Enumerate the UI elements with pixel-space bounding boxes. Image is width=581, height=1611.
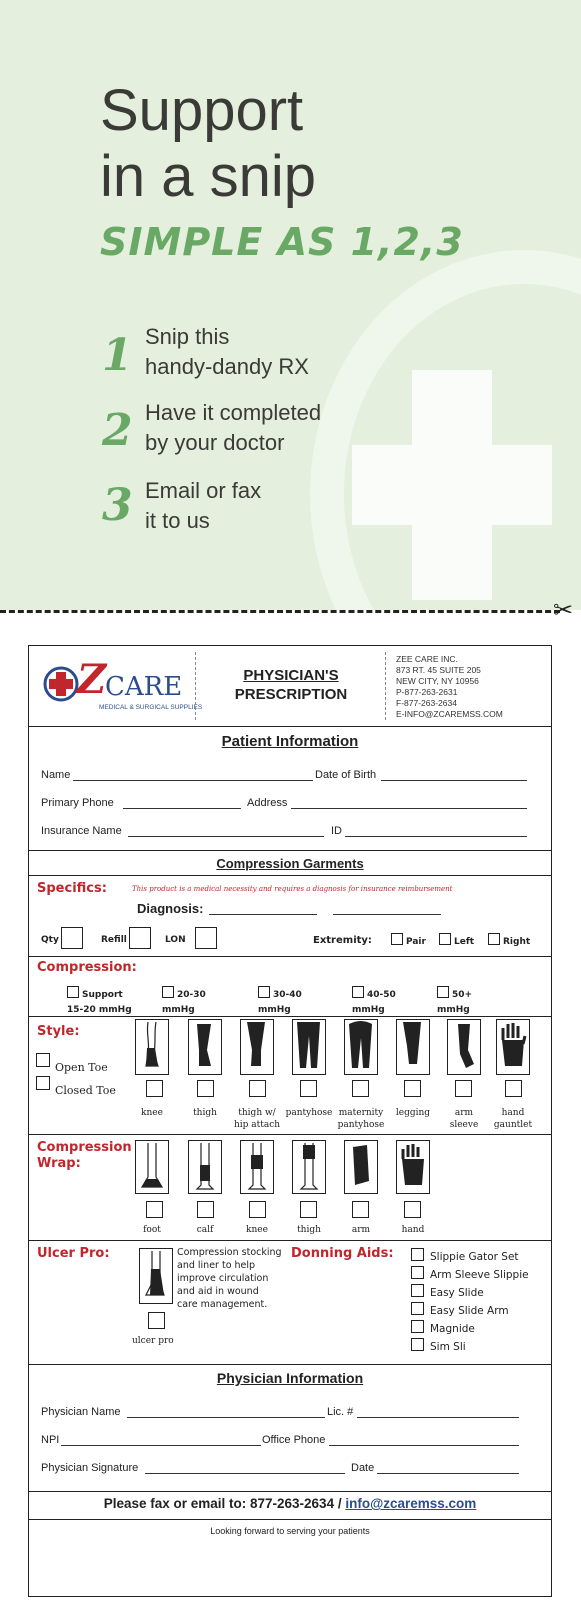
- wrap-item-label: thigh: [297, 1225, 321, 1235]
- id-label: ID: [331, 825, 342, 837]
- calf-wrap-checkbox[interactable]: [197, 1201, 214, 1218]
- company-contact: ZEE CARE INC. 873 RT. 45 SUITE 205 NEW CITY, NY 10956 P-877-263-2631 F-877-263-2634 E-INFO@ZCAREMSS.COM: [396, 654, 503, 719]
- ulcer-pro-icon: [139, 1248, 173, 1304]
- style-item-label: maternity pantyhose: [337, 1108, 385, 1130]
- compression-option[interactable]: 20-30 mmHg: [162, 986, 206, 1018]
- step-number: 2: [102, 405, 133, 456]
- hand-wrap-checkbox[interactable]: [404, 1201, 421, 1218]
- scissors-icon: ✂: [553, 597, 574, 624]
- qty-box[interactable]: [61, 927, 83, 949]
- knee-stocking-icon: [135, 1019, 169, 1075]
- left-checkbox[interactable]: Left: [439, 933, 474, 947]
- arm-wrap-icon: [344, 1140, 378, 1194]
- compression-option[interactable]: 50+ mmHg: [437, 986, 472, 1018]
- right-checkbox[interactable]: Right: [488, 933, 530, 947]
- style-item-label: hand gauntlet: [493, 1108, 533, 1130]
- ulcer-pro-description: Compression stocking and liner to help improve circulation and aid in wound care management.: [177, 1247, 282, 1310]
- npi-label: NPI: [41, 1434, 60, 1446]
- tagline: SIMPLE AS 1,2,3: [100, 220, 464, 264]
- zcare-logo: Z CARE MEDICAL & SURGICAL SUPPLIES: [43, 662, 193, 714]
- wrap-item-label: knee: [246, 1225, 268, 1235]
- thigh-stocking-icon: [188, 1019, 222, 1075]
- ulcer-pro-label: Ulcer Pro:: [37, 1246, 110, 1261]
- style-label: Style:: [37, 1024, 80, 1039]
- insurance-label: Insurance Name: [41, 825, 122, 837]
- step-text: Snip this handy-dandy RX: [145, 324, 309, 379]
- maternity-pantyhose-checkbox[interactable]: [352, 1080, 369, 1097]
- pair-checkbox[interactable]: Pair: [391, 933, 426, 947]
- office-phone-label: Office Phone: [262, 1434, 326, 1446]
- physician-name-label: Physician Name: [41, 1406, 121, 1418]
- npi-field[interactable]: [61, 1445, 261, 1446]
- knee-checkbox[interactable]: [146, 1080, 163, 1097]
- signature-field[interactable]: [145, 1473, 345, 1474]
- arm-wrap-checkbox[interactable]: [352, 1201, 369, 1218]
- phone-field[interactable]: [123, 808, 241, 809]
- lic-field[interactable]: [357, 1417, 519, 1418]
- prescription-form: Z CARE MEDICAL & SURGICAL SUPPLIES PHYSICIAN'S PRESCRIPTION ZEE CARE INC. 873 RT. 45 SUITE 205 NEW CITY, NY 10956 P-877-263-2631 F-877-263-2634 E-INFO@ZCAREMSS.COM Patient Information Name Date of Birth Primary Phone Address Insurance Name ID Compression Garments Specifics: This product is a medical necessity and requires a diagnosis for insurance reimbursement Diagnosis: Qty Refill LON Extremity: Pair Left Right Compression: Support 15-20 mmHg 20-30 mmHg 30-40 mmHg 40-50 mmHg 50+ mmHg Style: Open Toe Closed Toe knee thigh thigh w/ hip attach pantyhose maternity pantyhose legging arm sleeve hand gauntlet Compression Wrap: foot calf knee thigh arm hand Ulcer Pro: Compression stocking and liner to help improve circulation and aid in wound care management. ulcer pro Donning Aids: Slippie Gator Set Arm Sleeve Slippie Easy Slide Easy Slide Arm Magnide Sim Sli Physician Information Physician Name Lic. # NPI Office Phone Physician Signature Date Please fax or email to: 877-263-2634 / info@zcaremss.com Looking forward to serving your patients: [28, 645, 552, 1597]
- email-link[interactable]: info@zcaremss.com: [345, 1496, 477, 1511]
- form-title: PHYSICIAN'S PRESCRIPTION: [234, 667, 348, 703]
- legging-icon: [396, 1019, 430, 1075]
- donning-item[interactable]: Slippie Gator Set: [411, 1248, 529, 1266]
- wrap-item-label: foot: [143, 1225, 161, 1235]
- address-field[interactable]: [291, 808, 527, 809]
- calf-wrap-icon: [188, 1140, 222, 1194]
- diagnosis-label: Diagnosis:: [137, 901, 204, 916]
- specifics-label: Specifics:: [37, 881, 107, 896]
- knee-wrap-checkbox[interactable]: [249, 1201, 266, 1218]
- name-label: Name: [41, 769, 71, 781]
- phone-label: Primary Phone: [41, 797, 114, 809]
- wrap-item-label: hand: [401, 1225, 425, 1235]
- date-label: Date: [351, 1462, 375, 1474]
- name-field[interactable]: [73, 780, 313, 781]
- physician-name-field[interactable]: [127, 1417, 325, 1418]
- arm-sleeve-checkbox[interactable]: [455, 1080, 472, 1097]
- dob-label: Date of Birth: [315, 769, 377, 781]
- compression-option[interactable]: 30-40 mmHg: [258, 986, 302, 1018]
- foot-wrap-icon: [135, 1140, 169, 1194]
- physician-info-title: Physician Information: [216, 1370, 364, 1386]
- hand-gauntlet-icon: [496, 1019, 530, 1075]
- medical-cross-icon: [352, 370, 552, 600]
- logo-cross-icon: [43, 666, 79, 702]
- fax-email-line: Please fax or email to: 877-263-2634 / info@zcaremss.com: [103, 1496, 477, 1511]
- refill-box[interactable]: [129, 927, 151, 949]
- maternity-pantyhose-icon: [344, 1019, 378, 1075]
- pantyhose-icon: [292, 1019, 326, 1075]
- donning-item[interactable]: Magnide: [411, 1320, 529, 1338]
- foot-wrap-checkbox[interactable]: [146, 1201, 163, 1218]
- style-item-label: thigh w/ hip attach: [233, 1108, 281, 1130]
- thigh-checkbox[interactable]: [197, 1080, 214, 1097]
- address-label: Address: [247, 797, 288, 809]
- lon-box[interactable]: [195, 927, 217, 949]
- donning-item[interactable]: Easy Slide: [411, 1284, 529, 1302]
- closed-toe-checkbox[interactable]: [36, 1076, 50, 1090]
- legging-checkbox[interactable]: [404, 1080, 421, 1097]
- date-field[interactable]: [377, 1473, 519, 1474]
- style-item-label: thigh: [193, 1108, 217, 1118]
- compression-option[interactable]: Support 15-20 mmHg: [67, 986, 132, 1018]
- donning-aids-label: Donning Aids:: [291, 1246, 394, 1261]
- lic-label: Lic. #: [327, 1406, 354, 1418]
- office-phone-field[interactable]: [329, 1445, 519, 1446]
- id-field[interactable]: [345, 836, 527, 837]
- style-item-label: arm sleeve: [449, 1108, 479, 1130]
- thigh-wrap-icon: [292, 1140, 326, 1194]
- medical-necessity-note: This product is a medical necessity and requires a diagnosis for insurance reimbursement: [132, 885, 453, 893]
- wrap-item-label: arm: [351, 1225, 371, 1235]
- cut-line: [0, 610, 560, 613]
- thigh-wrap-checkbox[interactable]: [300, 1201, 317, 1218]
- style-item-label: legging: [395, 1108, 431, 1118]
- style-item-label: pantyhose: [285, 1108, 333, 1118]
- closing-line: Looking forward to serving your patients: [210, 1526, 370, 1536]
- donning-aids-list: [411, 1248, 529, 1356]
- compression-wrap-label: Compression Wrap:: [37, 1140, 132, 1171]
- pantyhose-checkbox[interactable]: [300, 1080, 317, 1097]
- ulcer-pro-checkbox[interactable]: [148, 1312, 165, 1329]
- step-text: Have it completed by your doctor: [145, 400, 322, 455]
- open-toe-checkbox[interactable]: [36, 1053, 50, 1067]
- donning-item[interactable]: Arm Sleeve Slippie: [411, 1266, 529, 1284]
- hand-gauntlet-checkbox[interactable]: [505, 1080, 522, 1097]
- headline: Support in a snip: [100, 78, 317, 209]
- signature-label: Physician Signature: [41, 1462, 139, 1474]
- donning-item[interactable]: Easy Slide Arm: [411, 1302, 529, 1320]
- hand-wrap-icon: [396, 1140, 430, 1194]
- patient-info-title: Patient Information: [221, 733, 359, 750]
- dob-field[interactable]: [381, 780, 527, 781]
- arm-sleeve-icon: [447, 1019, 481, 1075]
- compression-option[interactable]: 40-50 mmHg: [352, 986, 396, 1018]
- garments-title: Compression Garments: [216, 856, 364, 871]
- insurance-field[interactable]: [128, 836, 324, 837]
- compression-label: Compression:: [37, 960, 137, 975]
- promo-panel: [0, 0, 581, 610]
- thigh-hip-stocking-icon: [240, 1019, 274, 1075]
- knee-wrap-icon: [240, 1140, 274, 1194]
- thigh-hip-checkbox[interactable]: [249, 1080, 266, 1097]
- style-item-label: knee: [141, 1108, 163, 1118]
- donning-item[interactable]: Sim Sli: [411, 1338, 529, 1356]
- diagnosis-field-2[interactable]: [333, 914, 441, 915]
- step-number: 3: [102, 480, 133, 531]
- wrap-item-label: calf: [196, 1225, 214, 1235]
- step-number: 1: [102, 330, 133, 381]
- diagnosis-field[interactable]: [209, 914, 317, 915]
- step-text: Email or fax it to us: [145, 478, 262, 533]
